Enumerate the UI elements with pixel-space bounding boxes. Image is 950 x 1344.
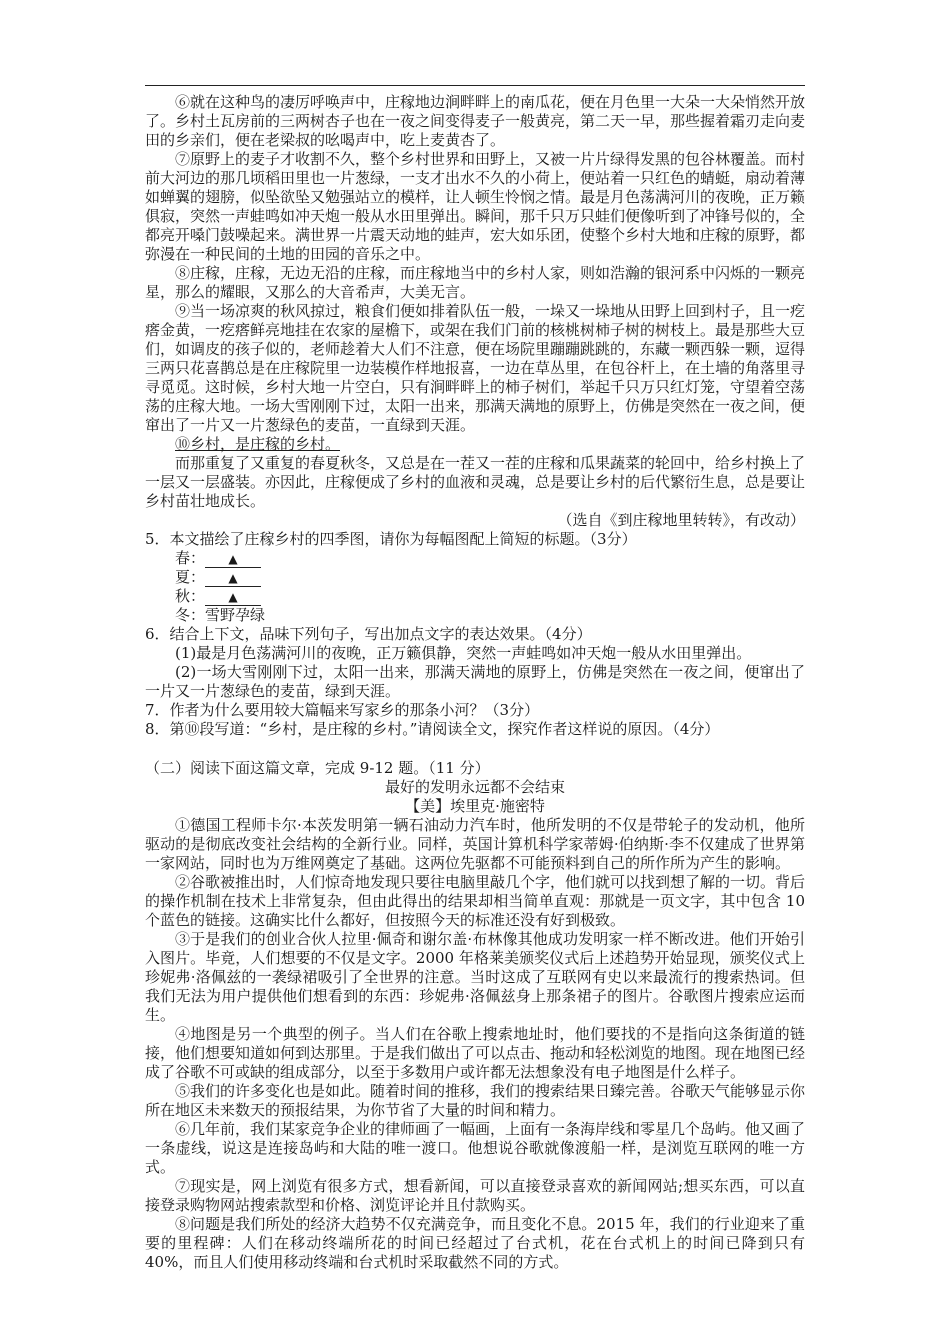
question-6-item-2: (2)一场大雪刚刚下过，太阳一出来，那满天满地的原野上，仿佛是突然在一夜之间，便窜出了一片又一片葱绿色的麦苗，绿到天涯。	[145, 663, 805, 700]
answer-line-winter: 冬：雪野孕绿	[175, 606, 266, 624]
passage1-p6: ⑥就在这种鸟的凄厉呼唤声中，庄稼地边涧畔畔上的南瓜花，便在月色里一大朵一大朵悄然开放了。乡村土瓦房前的三两树杏子也在一夜之间变得麦子一般黄亮，第二天一早，那些握着霜刃走向麦田的乡亲们，便在老梁叔的吆喝声中，吃上麦黄杏了。	[145, 93, 806, 149]
article-p3: ③于是我们的创业合伙人拉里·佩奇和谢尔盖·布林像其他成功发明家一样不断改进。他们开始引入图片。毕竟，人们想要的不仅是文字。2000 年格莱美颁奖仪式后上述趋势开始显现，颁奖仪式上珍妮弗·洛佩兹的一袭绿裙吸引了全世界的注意。当时这成了互联网有史以来最流行的搜索热词。但我们无法为用户提供他们想看到的东西：珍妮弗·洛佩兹身上那条裙子的图片。谷歌图片搜索应运而生。	[145, 930, 805, 1024]
passage1-p10-continued: 而那重复了又重复的春夏秋冬，又总是在一茬又一茬的庄稼和瓜果蔬菜的轮回中，给乡村换上了一层又一层盛装。亦因此，庄稼便成了乡村的血液和灵魂，总是要让乡村的后代繁衍生息，总是要让乡村苗壮地成长。	[145, 454, 806, 510]
answer-line-autumn: 秋： ▲	[145, 587, 805, 606]
passage1-p7: ⑦原野上的麦子才收割不久，整个乡村世界和田野上，又被一片片绿得发黑的包谷林覆盖。而村前大河边的那几顷稻田里也一片葱绿，一支才出水不久的小荷上，便站着一只红色的蜻蜓，扇动着薄如蝉翼的翅膀，似坠欲坠又勉强站立的模样，让人顿生怜悯之情。最是月色荡满河川的夜晚，正万籁俱寂，突然一声蛙鸣如冲天炮一般从水田里弹出。瞬间，那千只万只蛙们便像听到了冲锋号似的，全都亮开嗓门鼓噪起来。满世界一片震天动地的蛙声，宏大如乐团，使整个乡村大地和庄稼的原野，都弥漫在一种民间的土地的田园的音乐之中。	[145, 150, 806, 263]
answer-blank-summer[interactable]: ▲	[205, 571, 261, 587]
article-p6: ⑥几年前，我们某家竞争企业的律师画了一幅画，上面有一条海岸线和零星几个岛屿。他又画了一条虚线，说这是连接岛屿和大陆的唯一渡口。他想说谷歌就像渡船一样，是浏览互联网的唯一方式。	[145, 1120, 806, 1176]
question-5: 5．本文描绘了庄稼乡村的四季图，请你为每幅图配上简短的标题。（3分）	[145, 530, 637, 548]
question-6-item-1: (1)最是月色荡满河川的夜晚，正万籁俱静，突然一声蛙鸣如冲天炮一般从水田里弹出。	[175, 644, 752, 662]
answer-line-spring: 春： ▲	[145, 549, 805, 568]
article-title: 最好的发明永远都不会结束	[384, 778, 565, 796]
article-p4: ④地图是另一个典型的例子。当人们在谷歌上搜索地址时，他们要找的不是指向这条街道的链接，他们想要知道如何到达那里。于是我们做出了可以点击、拖动和轻松浏览的地图。现在地图已经成了谷歌不可或缺的组成部分，以至于多数用户或许都无法想象没有电子地图是什么样子。	[145, 1025, 806, 1081]
article-author: 【美】埃里克·施密特	[405, 797, 545, 815]
document-page	[145, 93, 805, 1272]
article-p5: ⑤我们的许多变化也是如此。随着时间的推移，我们的搜索结果日臻完善。谷歌天气能够显示你所在地区未来数天的预报结果，为你节省了大量的时间和精力。	[145, 1082, 806, 1119]
answer-blank-spring[interactable]: ▲	[205, 552, 261, 568]
article-p1: ①德国工程师卡尔·本茨发明第一辆石油动力汽车时，他所发明的不仅是带轮子的发动机，他所驱动的是彻底改变社会结构的全新行业。同样，英国计算机科学家蒂姆·伯纳斯·李不仅建成了世界第一家网站，同时也为万维网奠定了基础。这两位先驱都不可能预料到自己的所作所为产生的影响。	[145, 816, 805, 872]
question-8: 8．第⑩段写道：“乡村，是庄稼的乡村。”请阅读全文，探究作者这样说的原因。（4分）	[145, 720, 720, 738]
header-rule	[145, 85, 805, 86]
answer-line-summer: 夏： ▲	[145, 568, 805, 587]
question-7: 7．作者为什么要用较大篇幅来写家乡的那条小河？（3分）	[145, 701, 540, 719]
article-p7: ⑦现实是，网上浏览有很多方式，想看新闻，可以直接登录喜欢的新闻网站;想买东西，可以直接登录购物网站搜索款型和价格、浏览评论并且付款购买。	[145, 1177, 805, 1214]
passage1-p8: ⑧庄稼，庄稼，无边无沿的庄稼，而庄稼地当中的乡村人家，则如浩瀚的银河系中闪烁的一颗亮星，那么的耀眼，又那么的大音希声，大美无言。	[145, 264, 806, 301]
question-6: 6．结合上下文，品味下列句子，写出加点文字的表达效果。（4分）	[145, 625, 592, 643]
article-p2: ②谷歌被推出时，人们惊奇地发现只要往电脑里敲几个字，他们就可以找到想了解的一切。背后的操作机制在技术上非常复杂，但由此得出的结果却相当简单直观：那就是一页文字，其中包含 10 个蓝色的链接。这确实比什么都好，但按照今天的标准还没有好到极致。	[145, 873, 806, 929]
section2-intro: （二）阅读下面这篇文章，完成 9-12 题。（11 分）	[145, 759, 490, 777]
passage1-source: （选自《到庄稼地里转转》，有改动）	[557, 511, 805, 529]
passage1-p10: ⑩乡村，是庄稼的乡村。	[175, 435, 341, 453]
article-p8: ⑧问题是我们所处的经济大趋势不仅充满竞争，而且变化不息。2015 年，我们的行业迎来了重要的里程碑：人们在移动终端所花的时间已经超过了台式机，花在台式机上的时间已降到只有 40%，而且人们使用移动终端和台式机时采取截然不同的方式。	[145, 1215, 805, 1271]
passage1-p9: ⑨当一场凉爽的秋风掠过，粮食们便如排着队伍一般，一垛又一垛地从田野上回到村子，且一疙瘩金黄，一疙瘩鲜亮地挂在农家的屋檐下，或架在我们门前的核桃树柿子树的树枝上。最是那些大豆们，如调皮的孩子似的，老师趁着大人们不注意，便在场院里蹦蹦跳跳的，东藏一颗西躲一颗，逗得三两只花喜鹊总是在庄稼院里一边装模作样地报喜，一边在草丛里，在包谷杆上，在土墙的角落里寻寻觅觅。这时候，乡村大地一片空白，只有涧畔畔上的柿子树们，举起千只万只红灯笼，守望着空荡荡的庄稼大地。一场大雪刚刚下过，太阳一出来，那满天满地的原野上，仿佛是突然在一夜之间，便窜出了一片又一片葱绿色的麦苗，一直绿到天涯。	[145, 302, 806, 434]
answer-blank-autumn[interactable]: ▲	[205, 590, 261, 606]
